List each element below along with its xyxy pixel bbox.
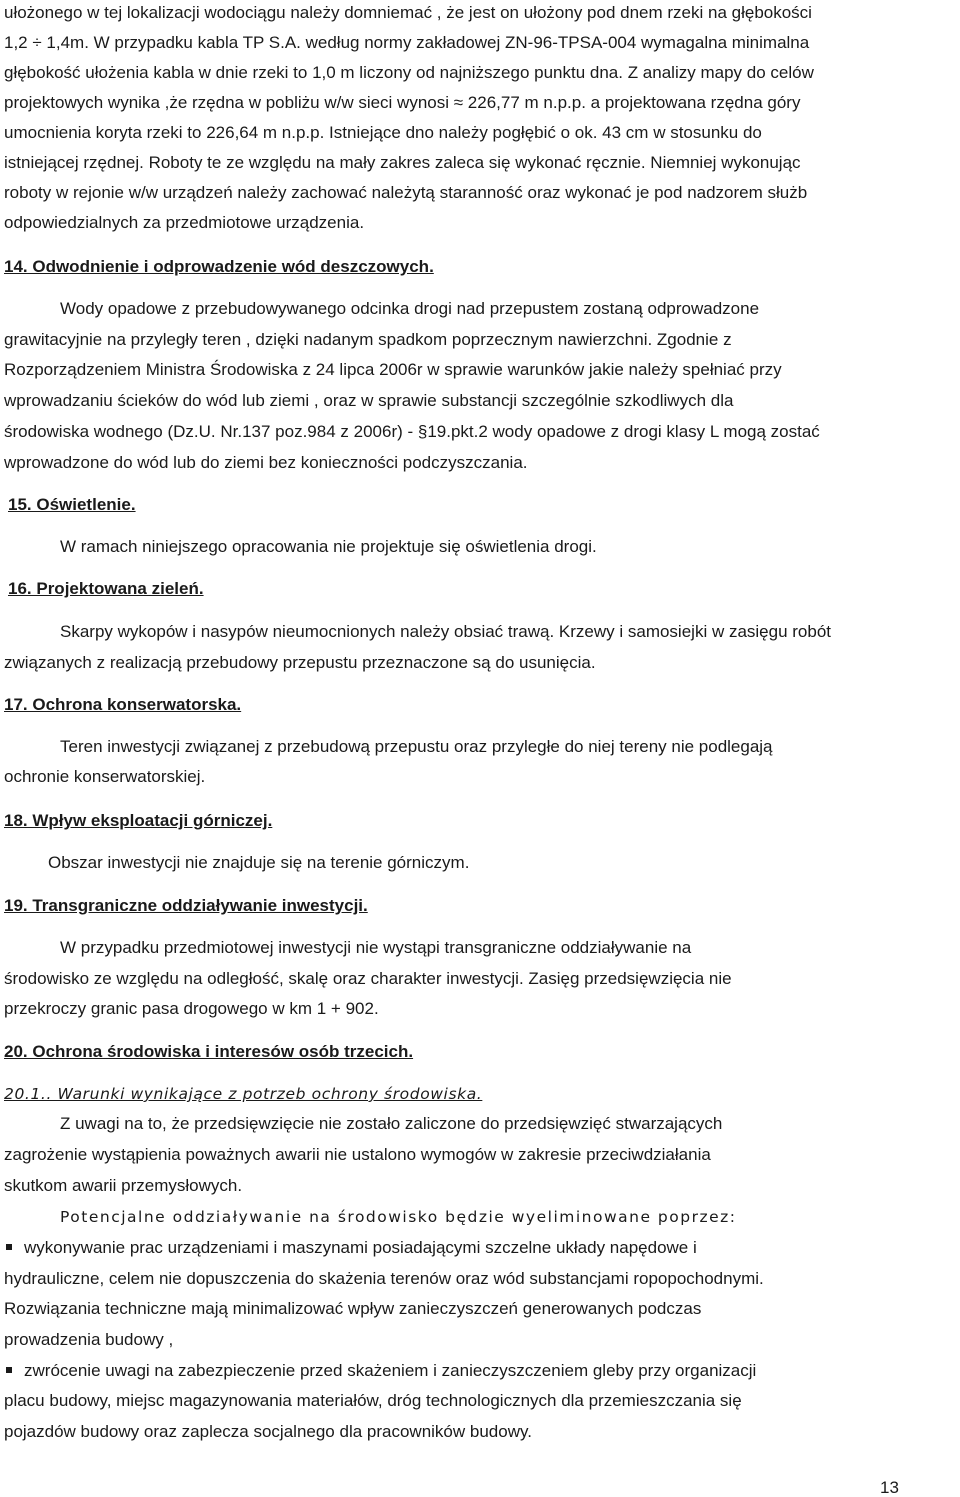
bullet-item [4,1360,756,1382]
section-heading-20: 20. Ochrona środowiska i interesów osób trzecich. [4,1042,414,1061]
section-heading-14: 14. Odwodnienie i odprowadzenie wód deszczowych. [4,257,434,276]
paragraph-line: przekroczy granic pasa drogowego w km 1 + 902. [4,999,379,1018]
bullet-item [4,1237,697,1259]
bullet-marker-icon [6,1367,12,1373]
paragraph-line: Skarpy wykopów i nasypów nieumocnionych należy obsiać trawą. Krzewy i samosiejki w zasięgu robót [60,622,832,641]
paragraph-line: Teren inwestycji związanej z przebudową przepustu oraz przyległe do niej tereny nie podlegają [60,737,773,756]
paragraph-line: odpowiedzialnych za przedmiotowe urządzenia. [4,213,365,232]
paragraph-line: prowadzenia budowy , [4,1330,174,1349]
paragraph-line: ochronie konserwatorskiej. [4,767,206,786]
paragraph-line: Z uwagi na to, że przedsięwzięcie nie zostało zaliczone do przedsięwzięć stwarzających [60,1114,723,1133]
section-heading-18: 18. Wpływ eksploatacji górniczej. [4,811,273,830]
paragraph-line: umocnienia koryta rzeki to 226,64 m n.p.p. Istniejące dno należy pogłębić o ok. 43 cm w stosunku do [4,123,762,142]
paragraph-line: placu budowy, miejsc magazynowania materiałów, dróg technologicznych dla przemieszczania się [4,1391,742,1410]
paragraph-line: Rozporządzeniem Ministra Środowiska z 24 lipca 2006r w sprawie warunków jakie należy spełniać przy [4,360,782,379]
paragraph-line: pojazdów budowy oraz zaplecza socjalnego dla pracowników budowy. [4,1422,532,1441]
page-number: 13 [880,1478,899,1497]
paragraph-line: roboty w rejonie w/w urządzeń należy zachować należytą staranność oraz wykonać je pod nadzorem służb [4,183,808,202]
paragraph-line: Rozwiązania techniczne mają minimalizować wpływ zanieczyszczeń generowanych podczas [4,1299,702,1318]
section-heading-16: 16. Projektowana zieleń. [8,579,204,598]
subsection-heading-20-1: 20.1.. Warunki wynikające z potrzeb ochrony środowiska. [4,1085,483,1103]
paragraph-line: zagrożenie wystąpienia poważnych awarii nie ustalono wymogów w zakresie przeciwdziałania [4,1145,711,1164]
bullet-text: zwrócenie uwagi na zabezpieczenie przed skażeniem i zanieczyszczeniem gleby przy organizacji [24,1361,757,1380]
paragraph-line: ułożonego w tej lokalizacji wodociągu należy domniemać , że jest on ułożony pod dnem rzeki na głębokości [4,3,812,22]
paragraph-line: Obszar inwestycji nie znajduje się na terenie górniczym. [48,853,470,872]
paragraph-line: głębokość ułożenia kabla w dnie rzeki to 1,0 m liczony od najniższego punktu dna. Z analizy mapy do celów [4,63,814,82]
section-heading-17: 17. Ochrona konserwatorska. [4,695,242,714]
paragraph-line: skutkom awarii przemysłowych. [4,1176,243,1195]
section-heading-19: 19. Transgraniczne oddziaływanie inwestycji. [4,896,368,915]
paragraph-line: W przypadku przedmiotowej inwestycji nie wystąpi transgraniczne oddziaływanie na [60,938,692,957]
paragraph-line: W ramach niniejszego opracowania nie projektuje się oświetlenia drogi. [60,537,597,556]
paragraph-line: wprowadzaniu ścieków do wód lub ziemi , oraz w sprawie substancji szczególnie szkodliwych dla [4,391,734,410]
paragraph-line: związanych z realizacją przebudowy przepustu przeznaczone są do usunięcia. [4,653,596,672]
paragraph-line: Potencjalne oddziaływanie na środowisko będzie wyeliminowane poprzez: [60,1208,737,1226]
paragraph-line: 1,2 ÷ 1,4m. W przypadku kabla TP S.A. według normy zakładowej ZN-96-TPSA-004 wymagalna minimalna [4,33,810,52]
paragraph-line: środowiska wodnego (Dz.U. Nr.137 poz.984 z 2006r) - §19.pkt.2 wody opadowe z drogi klasy L mogą zostać [4,422,820,441]
section-heading-15: 15. Oświetlenie. [8,495,136,514]
paragraph-line: Wody opadowe z przebudowywanego odcinka drogi nad przepustem zostaną odprowadzone [60,299,760,318]
bullet-text: wykonywanie prac urządzeniami i maszynami posiadającymi szczelne układy napędowe i [24,1238,697,1257]
paragraph-line: istniejącej rzędnej. Roboty te ze względu na mały zakres zaleca się wykonać ręcznie. Niemniej wykonując [4,153,801,172]
bullet-marker-icon [6,1244,12,1250]
paragraph-line: wprowadzone do wód lub do ziemi bez konieczności podczyszczania. [4,453,528,472]
paragraph-line: projektowych wynika ,że rzędna w pobliżu w/w sieci wynosi ≈ 226,77 m n.p.p. a projektowana rzędna góry [4,93,801,112]
paragraph-line: grawitacyjnie na przyległy teren , dzięki nadanym spadkom poprzecznym nawierzchni. Zgodnie z [4,330,732,349]
paragraph-line: środowisko ze względu na odległość, skalę oraz charakter inwestycji. Zasięg przedsięwzięcia nie [4,969,732,988]
paragraph-line: hydrauliczne, celem nie dopuszczenia do skażenia terenów oraz wód substancjami ropopochodnymi. [4,1269,764,1288]
